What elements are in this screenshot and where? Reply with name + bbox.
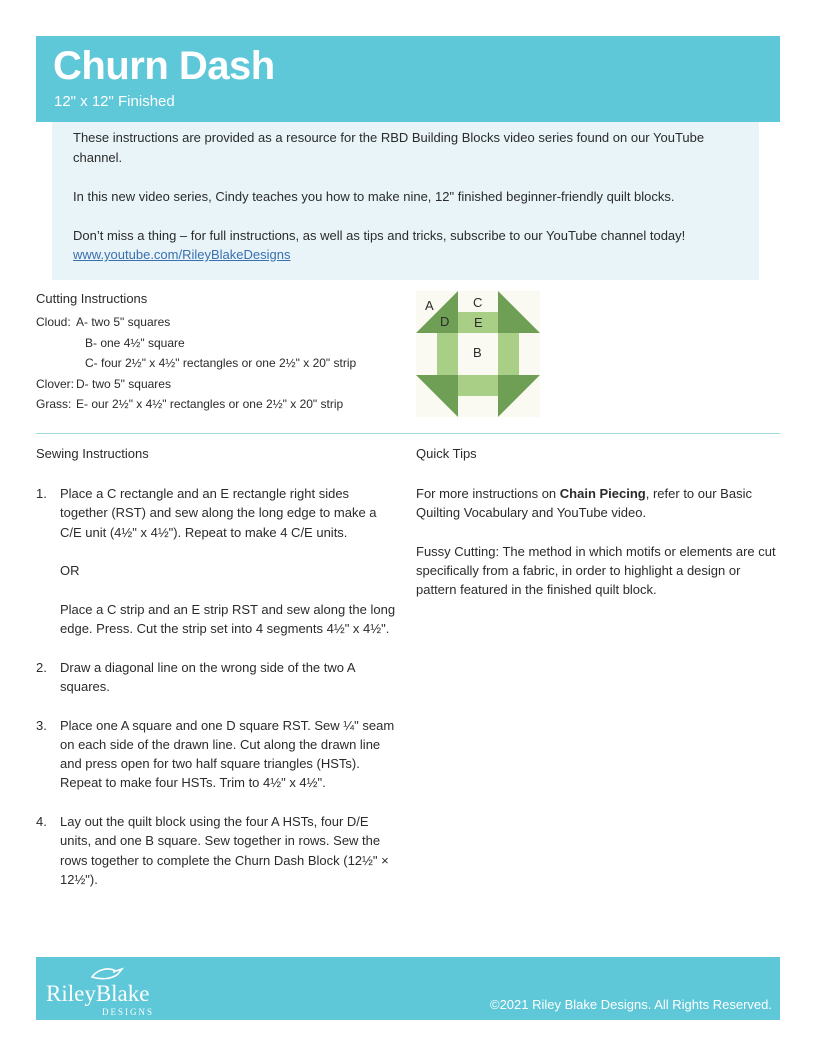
fabric-name: Grass: <box>36 397 72 411</box>
step-number: 2. <box>36 659 47 675</box>
label-c: C <box>473 295 483 310</box>
cutting-item: E- our 2½" x 4½" rectangles or one 2½" x 20" strip <box>76 397 344 411</box>
tip-fussy-cutting: Fussy Cutting: The method in which motifs or elements are cut specifically from a fabric, in order to highlight a design or pattern featured in the finished quilt block. <box>416 543 776 598</box>
fabric-name: Clover: <box>36 376 75 391</box>
riley-blake-logo <box>46 965 178 1017</box>
churn-dash-block-diagram <box>416 291 540 417</box>
intro-paragraph-2: In this new video series, Cindy teaches you how to make nine, 12" finished beginner-friendly quilt blocks. <box>73 188 675 204</box>
step-text: Place a C rectangle and an E rectangle right sides together (RST) and sew along the long edge to make a C/E unit (4½" x 4½"). Repeat to make 4 C/E units. <box>60 486 377 540</box>
label-e: E <box>474 315 483 330</box>
intro-paragraph-3 <box>73 226 739 265</box>
grass-strip-bottom <box>458 375 498 396</box>
label-b: B <box>473 345 482 360</box>
footer-banner <box>36 957 780 1020</box>
step-number: 4. <box>36 814 47 830</box>
label-a: A <box>425 298 434 313</box>
logo-wordmark: RileyBlake <box>46 981 150 1006</box>
sewing-steps <box>36 484 396 909</box>
title-banner <box>36 36 780 122</box>
cutting-item: B- one 4½" square <box>85 335 185 350</box>
step-number: 1. <box>36 486 47 501</box>
step-text: OR <box>60 563 80 579</box>
fabric-name: Cloud: <box>36 315 71 329</box>
logo-subtext: DESIGNS <box>102 1007 155 1017</box>
cutting-item: A- two 5" squares <box>76 315 171 329</box>
step-text: Draw a diagonal line on the wrong side of the two A squares. <box>60 659 355 694</box>
step-4 <box>36 812 396 889</box>
tip-bold-term: Chain Piecing <box>559 486 646 501</box>
label-d: D <box>440 314 450 329</box>
quick-tips <box>416 484 780 619</box>
section-divider <box>36 433 780 434</box>
youtube-link[interactable]: www.youtube.com/RileyBlakeDesigns <box>73 247 291 262</box>
page-subtitle: 12" x 12" Finished <box>54 93 175 110</box>
cutting-item: C- four 2½" x 4½" rectangles or one 2½" x 20" strip <box>85 356 357 370</box>
step-text: Place a C strip and an E strip RST and sew along the long edge. Press. Cut the strip set into 4 segments 4½" x 4½". <box>60 601 396 637</box>
grass-strip-right <box>498 333 519 375</box>
sewing-instructions-heading: Sewing Instructions <box>36 446 149 461</box>
tip-chain-piecing: For more instructions on Chain Piecing, refer to our Basic Quilting Vocabulary and YouTube video. <box>416 486 752 521</box>
page-title: Churn Dash <box>53 44 275 88</box>
intro-box <box>52 122 759 280</box>
step-1 <box>36 484 396 638</box>
step-text: Place one A square and one D square RST. Sew ¼" seam on each side of the drawn line. Cut along the drawn line and press open for two half square triangles (HSTs). Repeat to make four HSTs. Trim to 4½" x 4½". <box>60 717 395 791</box>
grass-strip-left <box>437 333 458 375</box>
intro-paragraph-3-text: Don’t miss a thing – for full instructions, as well as tips and tricks, subscribe to our YouTube channel today! <box>73 227 686 243</box>
block-diagram-svg <box>416 291 540 417</box>
intro-paragraph-1: These instructions are provided as a resource for the RBD Building Blocks video series found on our YouTube channel. <box>73 130 705 165</box>
step-number: 3. <box>36 717 47 733</box>
cutting-instructions-heading: Cutting Instructions <box>36 291 148 306</box>
cutting-item: D- two 5" squares <box>76 376 171 391</box>
copyright-text: ©2021 Riley Blake Designs. All Rights Reserved. <box>490 997 772 1012</box>
step-3 <box>36 716 396 793</box>
quick-tips-heading: Quick Tips <box>416 446 477 461</box>
step-2 <box>36 658 396 697</box>
step-text: Lay out the quilt block using the four A HSTs, four D/E units, and one B square. Sew together in rows. Sew the rows together to complete the Churn Dash Block (12½" × 12½"). <box>60 814 389 887</box>
